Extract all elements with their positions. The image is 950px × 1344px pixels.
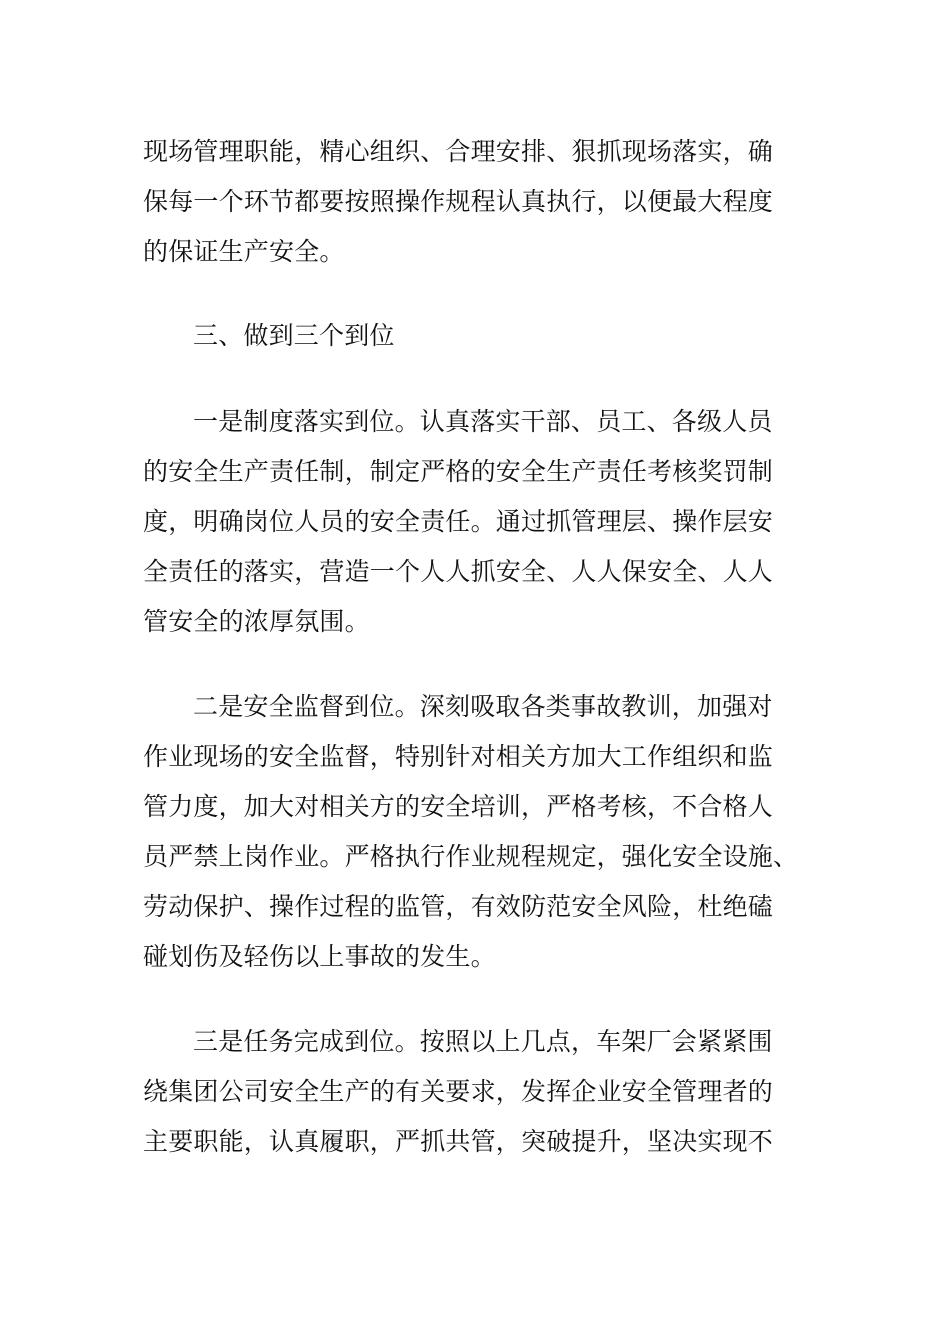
- section-heading: 三、做到三个到位: [193, 321, 395, 350]
- text-line: 现场管理职能，精心组织、合理安排、狠抓现场落实，确: [143, 137, 774, 166]
- text-line: 全责任的落实，营造一个人人抓安全、人人保安全、人人: [143, 557, 774, 586]
- text-line: 碰划伤及轻伤以上事故的发生。: [143, 942, 496, 971]
- text-line: 二是安全监督到位。深刻吸取各类事故教训，加强对: [193, 692, 773, 721]
- text-line: 的保证生产安全。: [143, 237, 345, 266]
- text-line: 一是制度落实到位。认真落实干部、员工、各级人员: [193, 407, 773, 436]
- text-line: 绕集团公司安全生产的有关要求，发挥企业安全管理者的: [143, 1077, 774, 1106]
- text-line: 主要职能，认真履职，严抓共管，突破提升，坚决实现不: [143, 1127, 774, 1156]
- text-line: 作业现场的安全监督，特别针对相关方加大工作组织和监: [143, 742, 774, 771]
- text-line: 度，明确岗位人员的安全责任。通过抓管理层、操作层安: [143, 507, 774, 536]
- text-line: 三是任务完成到位。按照以上几点，车架厂会紧紧围: [193, 1027, 773, 1056]
- text-line: 劳动保护、操作过程的监管，有效防范安全风险，杜绝磕: [143, 892, 774, 921]
- text-line: 管力度，加大对相关方的安全培训，严格考核，不合格人: [143, 792, 774, 821]
- text-line: 管安全的浓厚氛围。: [143, 607, 370, 636]
- text-line: 员严禁上岗作业。严格执行作业规程规定，强化安全设施、: [143, 842, 799, 871]
- text-line: 的安全生产责任制，制定严格的安全生产责任考核奖罚制: [143, 457, 774, 486]
- text-line: 保每一个环节都要按照操作规程认真执行，以便最大程度: [143, 187, 774, 216]
